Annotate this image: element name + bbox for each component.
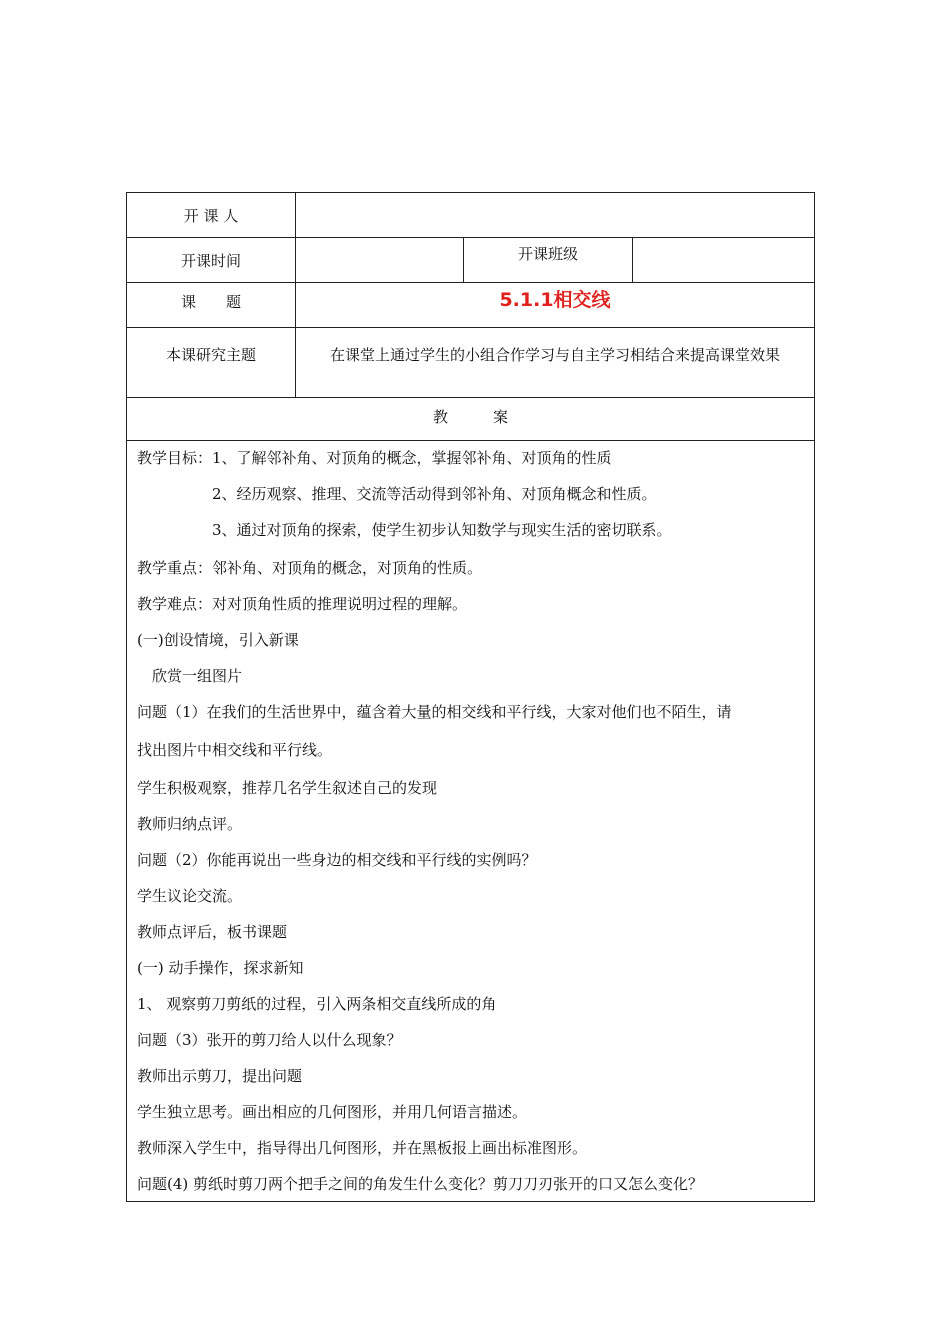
body-line: 学生议论交流。 [137, 887, 243, 905]
teacher-label: 开 课 人 [183, 206, 239, 225]
body-line: (一)创设情境，引入新课 [137, 631, 299, 649]
body-line: 教师深入学生中，指导得出几何图形，并在黑板报上画出标准图形。 [137, 1139, 588, 1157]
body-line: 学生独立思考。画出相应的几何图形，并用几何语言描述。 [137, 1103, 528, 1121]
body-line: 教学难点：对对顶角性质的推理说明过程的理解。 [137, 595, 468, 613]
body-line: 问题（1）在我们的生活世界中，蕴含着大量的相交线和平行线，大家对他们也不陌生，请 [137, 703, 732, 721]
class-value [633, 238, 814, 282]
body-line: 欣赏一组图片 [137, 667, 243, 685]
body-line: 教师点评后，板书课题 [137, 923, 288, 941]
body-line: 3、通过对顶角的探索，使学生初步认知数学与现实生活的密切联系。 [137, 521, 672, 539]
body-line: 教师归纳点评。 [137, 815, 243, 833]
body-line: 找出图片中相交线和平行线。 [137, 741, 333, 759]
body-line: 问题（2）你能再说出一些身边的相交线和平行线的实例吗？ [137, 851, 537, 869]
body-line: 教学目标：1、了解邻补角、对顶角的概念，掌握邻补角、对顶角的性质 [137, 449, 612, 467]
body-line: 问题（3）张开的剪刀给人以什么现象？ [137, 1031, 402, 1049]
lesson-plan-heading: 教 案 [432, 407, 508, 426]
teacher-value [296, 193, 814, 237]
body-line: 问题(4) 剪纸时剪刀两个把手之间的角发生什么变化？剪刀刀刃张开的口又怎么变化？ [137, 1175, 704, 1193]
body-line: (一) 动手操作，探求新知 [137, 959, 304, 977]
time-label: 开课时间 [180, 251, 241, 270]
body-line: 2、经历观察、推理、交流等活动得到邻补角、对顶角概念和性质。 [137, 485, 657, 503]
research-topic-value: 在课堂上通过学生的小组合作学习与自主学习相结合来提高课堂效果 [329, 346, 780, 364]
research-topic-label: 本课研究主题 [165, 346, 256, 364]
time-value [296, 238, 463, 282]
class-label: 开课班级 [517, 244, 578, 263]
body-line: 教学重点：邻补角、对顶角的概念，对顶角的性质。 [137, 559, 483, 577]
lesson-plan-table [126, 192, 815, 1202]
topic-label: 课 题 [180, 292, 241, 311]
lesson-title: 5.1.1相交线 [499, 288, 611, 311]
row-divider [127, 440, 814, 441]
body-line: 学生积极观察，推荐几名学生叙述自己的发现 [137, 779, 438, 797]
body-line: 1、 观察剪刀剪纸的过程，引入两条相交直线所成的角 [137, 995, 497, 1013]
body-line: 教师出示剪刀，提出问题 [137, 1067, 303, 1085]
